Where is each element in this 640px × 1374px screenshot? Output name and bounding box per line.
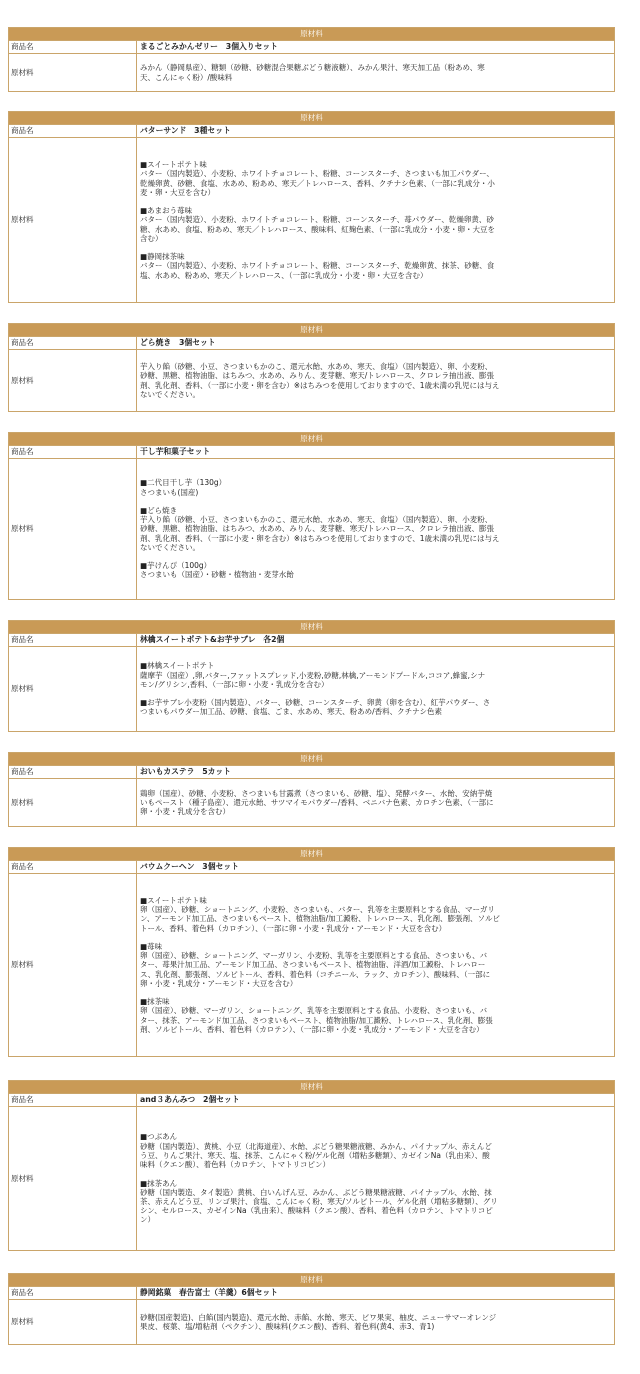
product-name: バターサンド 3種セット <box>140 126 231 135</box>
materials-label: 原材料 <box>9 647 137 731</box>
product-name-label: 商品名 <box>9 125 137 137</box>
table-header: 原材料 <box>9 28 614 40</box>
product-name-row <box>9 1093 614 1106</box>
materials-text <box>137 350 614 411</box>
materials-row <box>9 646 614 731</box>
table-header: 原材料 <box>9 621 614 633</box>
ingredients-table-8 <box>8 1080 615 1251</box>
materials-content: ■スイートポテト味 バター（国内製造）、小麦粉、ホワイトチョコレート、粉糖、コーンスターチ、さつまいも加工パウダー、 乾燥卵黄、砂糖、食塩、水あめ、粉あめ、寒天／トレハロース、香料、クチナシ色素、（一部に乳成分・小 麦・卵・大豆を含む） ■あまおう苺味 バター（国内製造）、小麦粉、ホワイトチョコレート、粉糖、コーンスターチ、苺パウダー、乾燥卵黄、砂 糖、水あめ、食塩、粉あめ、寒天／トレハロース、酸味料、紅麹色素、（一部に乳成分・小麦・卵・大豆を 含む） ■静岡抹茶味 バター（国内製造）、小麦粉、ホワイトチョコレート、粉糖、コーンスターチ、乾燥卵黄、抹茶、砂糖、食 塩、水あめ、粉あめ、寒天／トレハロース、（一部に乳成分・小麦・卵・大豆を含む） <box>140 160 495 280</box>
materials-text <box>137 138 614 302</box>
ingredients-table-3 <box>8 323 615 412</box>
product-name-label: 商品名 <box>9 41 137 53</box>
materials-content: ■つぶあん 砂糖（国内製造）、黄桃、小豆（北海道産）、水飴、ぶどう糖果糖液糖、みかん、パイナップル、赤えんど う豆、りんご果汁、寒天、塩、抹茶、こんにゃく粉/ゲル化剤（増粘多糖類）、カゼインNa（乳由来）、酸 味料（クエン酸）、着色料（カロテン、トマトリコピン） ■抹茶あん 砂糖（国内製造、タイ製造）黄桃、白いんげん豆、みかん、ぶどう糖果糖液糖、パイナップル、水飴、抹 茶、赤えんどう豆、リンゴ果汁、食塩、こんにゃく粉、寒天/ソルビトール、ゲル化剤（増粘多糖類）、グリ シン、セルロース、カゼインNa（乳由来）、酸味料（クエン酸）、香料、着色料（カロテン、トマトリコピ ン） <box>140 1132 498 1225</box>
product-name: まるごとみかんゼリー 3個入りセット <box>140 42 278 51</box>
product-name-row <box>9 860 614 873</box>
product-name-row <box>9 765 614 778</box>
product-name: 干し芋和菓子セット <box>140 447 211 456</box>
materials-row <box>9 873 614 1056</box>
materials-content: ■林檎スイートポテト 薩摩芋（国産）,卵,バター,ファットスプレッド,小麦粉,砂糖,林檎,アーモンドプードル,ココア,蜂蜜,シナ モン/グリシン,香料、（一部に卵・小麦・乳成分を含む） ■お芋サブレ小麦粉（国内製造）、バター、砂糖、コーンスターチ、卵黄（卵を含む）、紅芋パウダー、さ つまいもパウダー加工品、砂糖、食塩、ごま、水あめ、寒天、粉あめ/香料、クチナシ色素 <box>140 661 491 717</box>
product-name-label: 商品名 <box>9 634 137 646</box>
table-header: 原材料 <box>9 1081 614 1093</box>
product-name-label: 商品名 <box>9 1287 137 1299</box>
table-header: 原材料 <box>9 324 614 336</box>
product-name: おいもカステラ 5カット <box>140 767 231 776</box>
table-header: 原材料 <box>9 112 614 124</box>
table-header: 原材料 <box>9 753 614 765</box>
ingredients-table-9 <box>8 1273 615 1345</box>
ingredients-table-6 <box>8 752 615 827</box>
product-name: どら焼き 3個セット <box>140 338 216 347</box>
ingredients-table-2 <box>8 111 615 303</box>
materials-label: 原材料 <box>9 1300 137 1344</box>
product-name-row <box>9 633 614 646</box>
materials-text <box>137 1107 614 1250</box>
materials-text <box>137 459 614 599</box>
ingredients-table-1 <box>8 27 615 92</box>
materials-row <box>9 53 614 91</box>
materials-row <box>9 1299 614 1344</box>
materials-row <box>9 349 614 411</box>
product-name-label: 商品名 <box>9 1094 137 1106</box>
materials-content: 砂糖(国産製造)、白餡(国内製造)、還元水飴、赤餡、水飴、寒天、ビワ果実、柚皮、ニューサマーオレンジ 果皮、桜葉、塩/増粘剤（ペクチン）、酸味料(クエン酸)、香料、着色料(黄4、赤3、青1) <box>140 1312 497 1331</box>
product-name-label: 商品名 <box>9 446 137 458</box>
materials-content: みかん（静岡県産）、糖類（砂糖、砂糖混合果糖ぶどう糖液糖）、みかん果汁、寒天加工品（粉あめ、寒 天、こんにゃく粉）/酸味料 <box>140 63 485 82</box>
materials-row <box>9 1106 614 1250</box>
materials-label: 原材料 <box>9 138 137 302</box>
materials-content: ■二代目干し芋（130g） さつまいも(国産) ■どら焼き 芋入り餡（砂糖、小豆、さつまいもかのこ、還元水飴、水あめ、寒天、食塩）（国内製造）、卵、小麦粉、 砂糖、黒糖、植物油脂、はちみつ、水あめ、みりん、麦芽糖、寒天/トレハロース、クロレラ抽出液、膨張 剤、乳化剤、香料、（一部に小麦・卵を含む）※はちみつを使用しておりますので、1歳未満の乳児には与え ないでください。 ■芋けんぴ（100g） さつまいも（国産）・砂糖・植物油・麦芽水飴 <box>140 478 500 580</box>
materials-text <box>137 647 614 731</box>
materials-text <box>137 1300 614 1344</box>
materials-label: 原材料 <box>9 1107 137 1250</box>
ingredients-table-7 <box>8 847 615 1057</box>
table-header: 原材料 <box>9 433 614 445</box>
product-name-label: 商品名 <box>9 861 137 873</box>
materials-content: 芋入り餡（砂糖、小豆、さつまいもかのこ、還元水飴、水あめ、寒天、食塩）（国内製造）、卵、小麦粉、 砂糖、黒糖、植物油脂、はちみつ、水あめ、みりん、麦芽糖、寒天/トレハロース、クロレラ抽出液、膨張 剤、乳化剤、香料、（一部に小麦・卵を含む）※はちみつを使用しておりますので、1歳未満の乳児には与え ないでください。 <box>140 362 500 399</box>
product-name-row <box>9 1286 614 1299</box>
product-name: and３あんみつ 2個セット <box>140 1095 240 1104</box>
materials-row <box>9 778 614 826</box>
product-name-row <box>9 336 614 349</box>
materials-label: 原材料 <box>9 350 137 411</box>
materials-text <box>137 54 614 91</box>
materials-row <box>9 137 614 302</box>
materials-text <box>137 874 614 1056</box>
product-name: バウムクーヘン 3個セット <box>140 862 239 871</box>
materials-label: 原材料 <box>9 874 137 1056</box>
table-header: 原材料 <box>9 848 614 860</box>
ingredients-table-4 <box>8 432 615 600</box>
materials-row <box>9 458 614 599</box>
product-name: 林檎スイートポテト&お芋サブレ 各2個 <box>140 635 285 644</box>
materials-label: 原材料 <box>9 459 137 599</box>
materials-label: 原材料 <box>9 779 137 826</box>
product-name: 静岡銘菓 春告富士（羊羹）6個セット <box>140 1288 278 1297</box>
materials-text <box>137 779 614 826</box>
product-name-row <box>9 40 614 53</box>
materials-content: 鶏卵（国産）、砂糖、小麦粉、さつまいも甘露煮（さつまいも、砂糖、塩）、発酵バター、水飴、安納芋焼 いもペースト（種子島産）、還元水飴、サツマイモパウダー/香料、ベニバナ色素、カロチン色素、（一部に 卵・小麦・乳成分を含む） <box>140 788 494 817</box>
product-name-row <box>9 124 614 137</box>
product-name-label: 商品名 <box>9 337 137 349</box>
materials-content: ■スイートポテト味 卵（国産）、砂糖、ショートニング、小麦粉、さつまいも、バター、乳等を主要原料とする食品、マーガリ ン、アーモンド加工品、さつまいもペースト、植物油脂/加工澱粉、トレハロース、乳化剤、膨張剤、ソルビ トール、香料、着色料（カロチン）、（一部に卵・小麦・乳成分・アーモンド・大豆を含む） ■苺味 卵（国産）、砂糖、ショートニング、マーガリン、小麦粉、乳等を主要原料とする食品、さつまいも、バ ター、苺果汁加工品、アーモンド加工品、さつまいもペースト、植物油脂、洋酒/加工澱粉、トレハロー ス、乳化剤、膨張剤、ソルビトール、香料、着色料（コチニール、ラック、カロチン）、酸味料、（一部に 卵・小麦・乳成分・アーモンド・大豆を含む） ■抹茶味 卵（国産）、砂糖、マーガリン、ショートニング、乳等を主要原料とする食品、小麦粉、さつまいも、バ ター、抹茶、アーモンド加工品、さつまいもペースト、植物油脂/加工澱粉、トレハロース、乳化剤、膨張 剤、ソルビトール、香料、着色料（カロテン）、（一部に卵・小麦・乳成分・アーモンド・大豆を含む） <box>140 895 500 1034</box>
table-header: 原材料 <box>9 1274 614 1286</box>
product-name-row <box>9 445 614 458</box>
materials-label: 原材料 <box>9 54 137 91</box>
product-name-label: 商品名 <box>9 766 137 778</box>
ingredients-table-5 <box>8 620 615 732</box>
